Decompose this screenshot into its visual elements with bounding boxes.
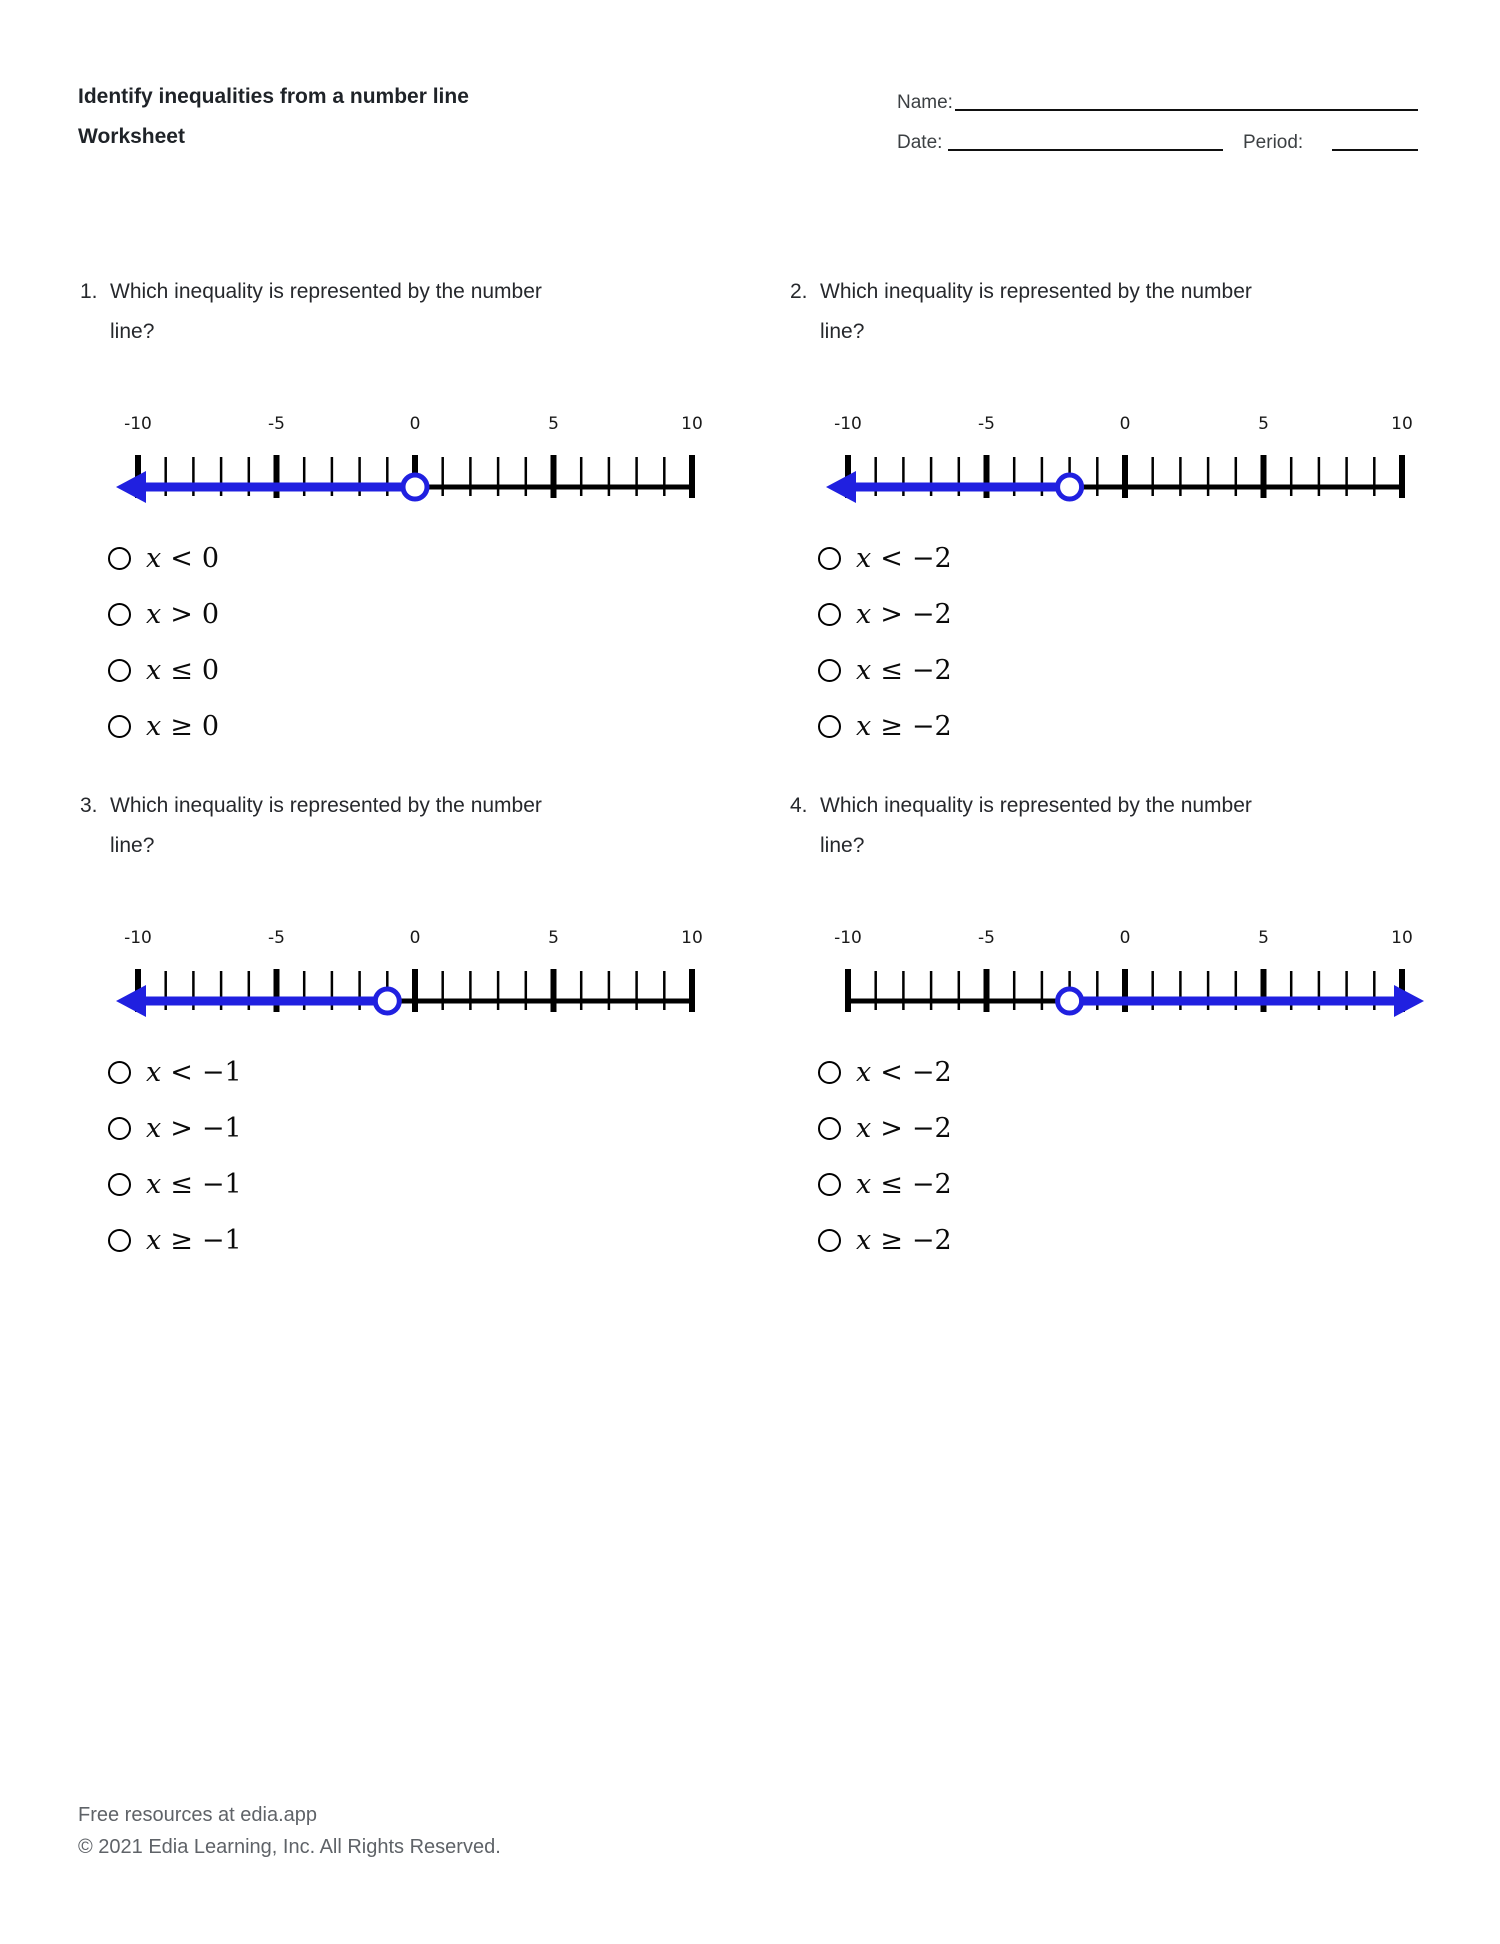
option-math-label: x < −2 — [856, 542, 952, 574]
number-line — [110, 405, 720, 505]
answer-option — [80, 530, 219, 586]
answer-option — [80, 1100, 242, 1156]
question-prompt-text: Which inequality is represented by the number line? — [820, 794, 1252, 857]
footer-resources-text: Free resources at edia.app — [78, 1804, 318, 1826]
arrowhead-right-icon — [1394, 985, 1424, 1017]
radio-button[interactable] — [818, 715, 841, 738]
radio-button[interactable] — [818, 547, 841, 570]
option-math-label: x ≥ −2 — [856, 710, 952, 742]
period-blank[interactable] — [1332, 149, 1418, 151]
axis-label: 0 — [409, 928, 421, 948]
footer-copyright-text: © 2021 Edia Learning, Inc. All Rights Reserved. — [78, 1836, 501, 1858]
axis-label: 10 — [1391, 928, 1413, 948]
question-prompt — [80, 272, 700, 352]
radio-button[interactable] — [818, 1173, 841, 1196]
date-blank[interactable] — [948, 149, 1223, 151]
answer-option — [790, 698, 952, 754]
axis-label: -10 — [124, 414, 152, 434]
worksheet-title-block — [78, 77, 469, 157]
question-prompt — [80, 786, 700, 866]
options-list — [790, 530, 952, 754]
option-math-label: x ≥ −2 — [856, 1224, 952, 1256]
answer-option — [80, 642, 219, 698]
axis-label: -10 — [124, 928, 152, 948]
period-label: Period: — [1243, 132, 1304, 153]
question-prompt-text: Which inequality is represented by the number line? — [110, 794, 542, 857]
option-math-label: x > 0 — [146, 598, 220, 630]
answer-option — [80, 1212, 242, 1268]
radio-button[interactable] — [818, 1061, 841, 1084]
answer-option — [80, 586, 219, 642]
axis-label: 10 — [681, 414, 703, 434]
question-prompt-text: Which inequality is represented by the number line? — [820, 280, 1252, 343]
open-circle — [1058, 989, 1082, 1013]
option-math-label: x < −2 — [856, 1056, 952, 1088]
question-prompt — [790, 786, 1410, 866]
option-math-label: x ≤ −1 — [146, 1168, 242, 1200]
option-math-label: x ≤ 0 — [146, 654, 220, 686]
option-math-label: x ≤ −2 — [856, 654, 952, 686]
axis-label: -10 — [834, 414, 862, 434]
axis-label: 0 — [409, 414, 421, 434]
axis-label: 10 — [1391, 414, 1413, 434]
answer-option — [790, 1044, 952, 1100]
radio-button[interactable] — [818, 1229, 841, 1252]
options-list — [80, 1044, 242, 1268]
date-label: Date: — [897, 132, 943, 153]
option-math-label: x ≥ −1 — [146, 1224, 242, 1256]
question-number: 2. — [790, 280, 808, 303]
axis-label: 5 — [548, 928, 559, 948]
question-number: 3. — [80, 794, 98, 817]
answer-option — [80, 698, 219, 754]
radio-button[interactable] — [108, 1061, 131, 1084]
question-number: 1. — [80, 280, 98, 303]
radio-button[interactable] — [818, 603, 841, 626]
radio-button[interactable] — [818, 1117, 841, 1140]
answer-option — [790, 642, 952, 698]
answer-option — [790, 586, 952, 642]
number-line — [820, 405, 1430, 505]
open-circle — [375, 989, 399, 1013]
radio-button[interactable] — [108, 603, 131, 626]
axis-label: -10 — [834, 928, 862, 948]
options-list — [790, 1044, 952, 1268]
number-line — [820, 919, 1430, 1019]
arrowhead-left-icon — [116, 985, 146, 1017]
worksheet-title: Identify inequalities from a number line — [78, 85, 469, 108]
open-circle — [1058, 475, 1082, 499]
axis-label: -5 — [978, 928, 995, 948]
radio-button[interactable] — [818, 659, 841, 682]
radio-button[interactable] — [108, 1117, 131, 1140]
option-math-label: x ≥ 0 — [146, 710, 220, 742]
answer-option — [790, 1212, 952, 1268]
question-number: 4. — [790, 794, 808, 817]
name-blank[interactable] — [955, 109, 1418, 111]
axis-label: 0 — [1119, 928, 1131, 948]
answer-option — [790, 1156, 952, 1212]
arrowhead-left-icon — [116, 471, 146, 503]
question-block — [80, 786, 703, 1266]
axis-label: -5 — [978, 414, 995, 434]
worksheet-subtitle: Worksheet — [78, 125, 185, 148]
arrowhead-left-icon — [826, 471, 856, 503]
answer-option — [790, 1100, 952, 1156]
answer-option — [790, 530, 952, 586]
option-math-label: x < 0 — [146, 542, 220, 574]
question-block — [80, 272, 703, 752]
option-math-label: x > −2 — [856, 598, 952, 630]
option-math-label: x > −2 — [856, 1112, 952, 1144]
axis-label: 5 — [1258, 928, 1269, 948]
number-line — [110, 919, 720, 1019]
question-prompt-text: Which inequality is represented by the number line? — [110, 280, 542, 343]
option-math-label: x > −1 — [146, 1112, 242, 1144]
axis-label: 5 — [548, 414, 559, 434]
axis-label: 10 — [681, 928, 703, 948]
name-label: Name: — [897, 92, 953, 113]
option-math-label: x < −1 — [146, 1056, 242, 1088]
open-circle — [403, 475, 427, 499]
radio-button[interactable] — [108, 1229, 131, 1252]
axis-label: -5 — [268, 414, 285, 434]
page-footer — [78, 1799, 501, 1863]
question-prompt — [790, 272, 1410, 352]
question-block — [790, 786, 1413, 1266]
radio-button[interactable] — [108, 715, 131, 738]
radio-button[interactable] — [108, 1173, 131, 1196]
axis-label: -5 — [268, 928, 285, 948]
option-math-label: x ≤ −2 — [856, 1168, 952, 1200]
axis-label: 0 — [1119, 414, 1131, 434]
answer-option — [80, 1156, 242, 1212]
options-list — [80, 530, 219, 754]
answer-option — [80, 1044, 242, 1100]
question-block — [790, 272, 1413, 752]
radio-button[interactable] — [108, 547, 131, 570]
radio-button[interactable] — [108, 659, 131, 682]
axis-label: 5 — [1258, 414, 1269, 434]
